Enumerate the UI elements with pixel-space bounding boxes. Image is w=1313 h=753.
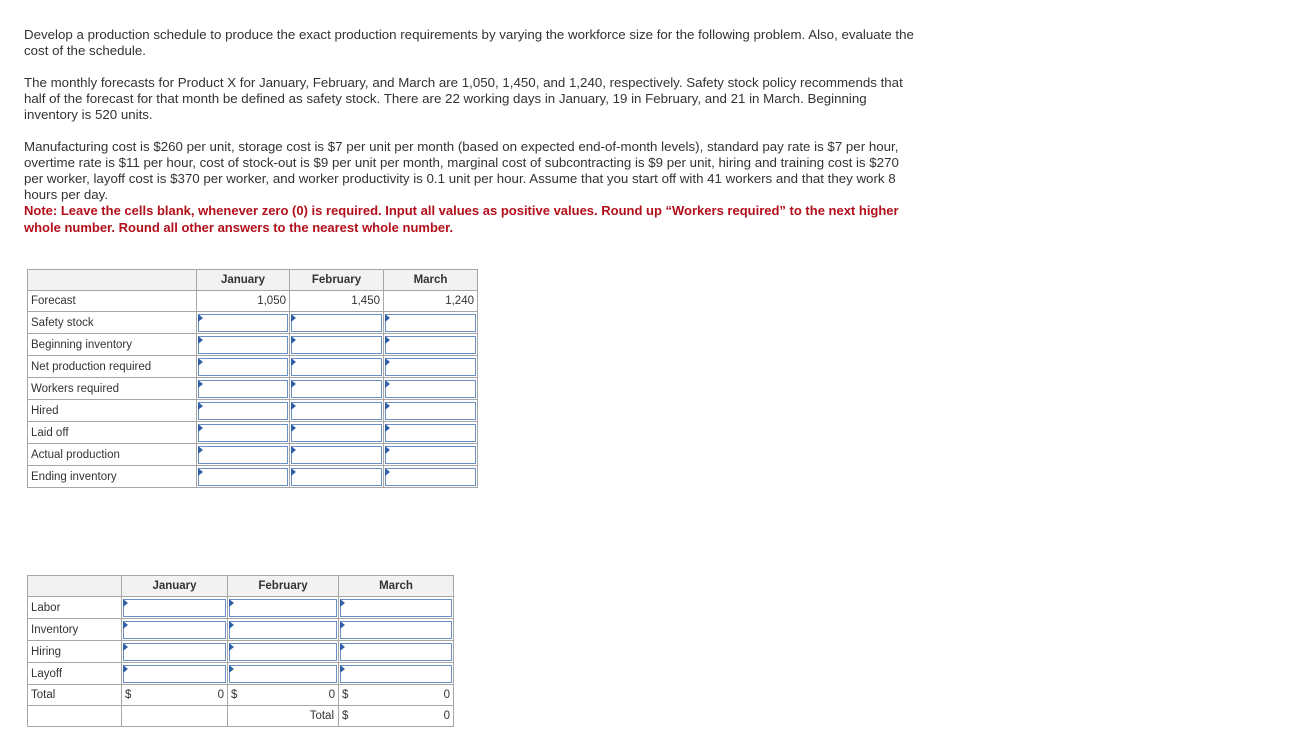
hired-march-cell	[384, 400, 478, 422]
total-march-cell	[339, 685, 454, 706]
cost-labor-january-cell	[122, 597, 228, 619]
ending-inventory-february-box	[291, 468, 382, 486]
currency-symbol: $	[342, 710, 349, 722]
laid-off-january-box	[198, 424, 288, 442]
cost-label-hiring: Hiring	[28, 641, 122, 663]
cost-inventory-march-box	[340, 621, 452, 639]
schedule-header-row	[28, 270, 478, 291]
laid-off-march-cell	[384, 422, 478, 444]
table-row	[28, 334, 478, 356]
net-production-required-january-cell	[197, 356, 290, 378]
table-row	[28, 466, 478, 488]
cost-hiring-march-input[interactable]	[341, 644, 451, 660]
beginning-inventory-january-cell	[197, 334, 290, 356]
cost-inventory-february-cell	[228, 619, 339, 641]
total-january-value: 0	[217, 689, 224, 701]
ending-inventory-february-cell	[290, 466, 384, 488]
total-february-cell	[228, 685, 339, 706]
schedule-col-march: March	[384, 270, 478, 291]
hired-january-box	[198, 402, 288, 420]
net-production-required-february-box	[291, 358, 382, 376]
beginning-inventory-january-box	[198, 336, 288, 354]
schedule-col-february: February	[290, 270, 384, 291]
instruction-note: Note: Leave the cells blank, whenever zero (0) is required. Input all values as positive values. Round up “Workers required” to the next higher whole number. Round all other answers to the nearest whole number.	[24, 203, 899, 235]
table-row	[28, 619, 454, 641]
ending-inventory-march-input[interactable]	[386, 469, 475, 485]
cost-layoff-january-box	[123, 665, 226, 683]
cost-labor-march-cell	[339, 597, 454, 619]
total-february-value: 0	[328, 689, 335, 701]
beginning-inventory-february-input[interactable]	[292, 337, 381, 353]
safety-stock-january-box	[198, 314, 288, 332]
workers-required-january-input[interactable]	[199, 381, 287, 397]
cost-layoff-january-cell	[122, 663, 228, 685]
hired-january-cell	[197, 400, 290, 422]
problem-text	[24, 27, 914, 236]
table-row	[28, 663, 454, 685]
cost-hiring-january-input[interactable]	[124, 644, 225, 660]
safety-stock-march-cell	[384, 312, 478, 334]
net-production-required-march-cell	[384, 356, 478, 378]
cost-labor-february-cell	[228, 597, 339, 619]
cost-layoff-january-input[interactable]	[124, 666, 225, 682]
ending-inventory-march-box	[385, 468, 476, 486]
cost-inventory-march-cell	[339, 619, 454, 641]
workers-required-january-box	[198, 380, 288, 398]
net-production-required-january-box	[198, 358, 288, 376]
row-label-beginning-inventory: Beginning inventory	[28, 334, 197, 356]
currency-symbol: $	[231, 689, 238, 701]
cost-layoff-march-box	[340, 665, 452, 683]
cost-hiring-february-box	[229, 643, 337, 661]
ending-inventory-january-input[interactable]	[199, 469, 287, 485]
cost-inventory-january-cell	[122, 619, 228, 641]
laid-off-february-box	[291, 424, 382, 442]
schedule-col-january: January	[197, 270, 290, 291]
actual-production-february-box	[291, 446, 382, 464]
hired-february-input[interactable]	[292, 403, 381, 419]
forecast-march: 1,240	[384, 291, 478, 312]
cost-labor-january-box	[123, 599, 226, 617]
cost-inventory-january-box	[123, 621, 226, 639]
safety-stock-february-cell	[290, 312, 384, 334]
problem-paragraph-3: Manufacturing cost is $260 per unit, storage cost is $7 per unit per month (based on expected end-of-month levels), standard pay rate is $7 per hour, overtime rate is $11 per hour, cost of stock-out is $9 per unit per month, marginal cost of subcontracting is $9 per unit, hiring and training cost is $270 per worker, layoff cost is $370 per worker, and worker productivity is 0.1 unit per hour. Assume that you start off with 41 workers and that they work 8 hours per day.	[24, 139, 899, 202]
laid-off-march-input[interactable]	[386, 425, 475, 441]
problem-paragraph-2: The monthly forecasts for Product X for January, February, and March are 1,050, 1,450, and 1,240, respectively. Safety stock policy recommends that half of the forecast for that month be defined as safety stock. There are 22 working days in January, 19 in February, and 21 in March. Beginning inventory is 520 units.	[24, 75, 903, 122]
grand-total-value: 0	[443, 710, 450, 722]
schedule-corner-cell	[28, 270, 197, 291]
laid-off-february-input[interactable]	[292, 425, 381, 441]
grand-total-label: Total	[309, 710, 334, 722]
hired-february-box	[291, 402, 382, 420]
cost-corner-cell	[28, 576, 122, 597]
table-row	[28, 291, 478, 312]
row-label-ending-inventory: Ending inventory	[28, 466, 197, 488]
cost-label-layoff: Layoff	[28, 663, 122, 685]
beginning-inventory-january-input[interactable]	[199, 337, 287, 353]
table-row	[28, 597, 454, 619]
cost-labor-february-box	[229, 599, 337, 617]
total-january-cell	[122, 685, 228, 706]
forecast-january: 1,050	[197, 291, 290, 312]
forecast-february: 1,450	[290, 291, 384, 312]
cost-col-january: January	[122, 576, 228, 597]
empty-cell	[28, 706, 122, 727]
grand-total-label-cell	[228, 706, 339, 727]
table-row	[28, 400, 478, 422]
hired-february-cell	[290, 400, 384, 422]
laid-off-january-input[interactable]	[199, 425, 287, 441]
grand-total-cell	[339, 706, 454, 727]
workers-required-march-box	[385, 380, 476, 398]
row-label-net-production-required: Net production required	[28, 356, 197, 378]
safety-stock-january-input[interactable]	[199, 315, 287, 331]
cost-layoff-february-box	[229, 665, 337, 683]
table-row	[28, 356, 478, 378]
cost-layoff-march-cell	[339, 663, 454, 685]
cost-col-march: March	[339, 576, 454, 597]
workers-required-february-cell	[290, 378, 384, 400]
cost-layoff-march-input[interactable]	[341, 666, 451, 682]
cost-labor-january-input[interactable]	[124, 600, 225, 616]
table-row	[28, 378, 478, 400]
cost-inventory-march-input[interactable]	[341, 622, 451, 638]
cost-labor-february-input[interactable]	[230, 600, 336, 616]
table-row	[28, 422, 478, 444]
net-production-required-march-input[interactable]	[386, 359, 475, 375]
safety-stock-january-cell	[197, 312, 290, 334]
cost-hiring-march-box	[340, 643, 452, 661]
net-production-required-february-input[interactable]	[292, 359, 381, 375]
cost-labor-march-input[interactable]	[341, 600, 451, 616]
empty-cell	[122, 706, 228, 727]
cost-header-row	[28, 576, 454, 597]
ending-inventory-january-cell	[197, 466, 290, 488]
row-label-actual-production: Actual production	[28, 444, 197, 466]
beginning-inventory-march-box	[385, 336, 476, 354]
cost-layoff-february-input[interactable]	[230, 666, 336, 682]
laid-off-january-cell	[197, 422, 290, 444]
hired-march-box	[385, 402, 476, 420]
workers-required-march-input[interactable]	[386, 381, 475, 397]
actual-production-february-cell	[290, 444, 384, 466]
cost-label-inventory: Inventory	[28, 619, 122, 641]
table-row	[28, 641, 454, 663]
row-label-hired: Hired	[28, 400, 197, 422]
row-label-workers-required: Workers required	[28, 378, 197, 400]
cost-layoff-february-cell	[228, 663, 339, 685]
cost-hiring-february-cell	[228, 641, 339, 663]
ending-inventory-march-cell	[384, 466, 478, 488]
actual-production-march-cell	[384, 444, 478, 466]
cost-inventory-january-input[interactable]	[124, 622, 225, 638]
row-label-laid-off: Laid off	[28, 422, 197, 444]
net-production-required-january-input[interactable]	[199, 359, 287, 375]
cost-label-total: Total	[28, 685, 122, 706]
workers-required-march-cell	[384, 378, 478, 400]
net-production-required-february-cell	[290, 356, 384, 378]
beginning-inventory-march-input[interactable]	[386, 337, 475, 353]
laid-off-february-cell	[290, 422, 384, 444]
workers-required-january-cell	[197, 378, 290, 400]
hired-january-input[interactable]	[199, 403, 287, 419]
net-production-required-march-box	[385, 358, 476, 376]
grand-total-row	[28, 706, 454, 727]
cost-label-labor: Labor	[28, 597, 122, 619]
laid-off-march-box	[385, 424, 476, 442]
total-march-value: 0	[443, 689, 450, 701]
cost-hiring-january-box	[123, 643, 226, 661]
ending-inventory-january-box	[198, 468, 288, 486]
workers-required-february-input[interactable]	[292, 381, 381, 397]
safety-stock-february-input[interactable]	[292, 315, 381, 331]
cost-col-february: February	[228, 576, 339, 597]
beginning-inventory-february-cell	[290, 334, 384, 356]
actual-production-march-box	[385, 446, 476, 464]
hired-march-input[interactable]	[386, 403, 475, 419]
cost-inventory-february-input[interactable]	[230, 622, 336, 638]
safety-stock-march-box	[385, 314, 476, 332]
row-label-safety-stock: Safety stock	[28, 312, 197, 334]
safety-stock-february-box	[291, 314, 382, 332]
cost-hiring-january-cell	[122, 641, 228, 663]
table-row	[28, 312, 478, 334]
actual-production-january-box	[198, 446, 288, 464]
cost-hiring-february-input[interactable]	[230, 644, 336, 660]
actual-production-january-cell	[197, 444, 290, 466]
currency-symbol: $	[125, 689, 132, 701]
cost-labor-march-box	[340, 599, 452, 617]
cost-inventory-february-box	[229, 621, 337, 639]
row-label-forecast: Forecast	[28, 291, 197, 312]
safety-stock-march-input[interactable]	[386, 315, 475, 331]
problem-paragraph-1: Develop a production schedule to produce the exact production requirements by varying the workforce size for the following problem. Also, evaluate the cost of the schedule.	[24, 27, 914, 58]
beginning-inventory-february-box	[291, 336, 382, 354]
ending-inventory-february-input[interactable]	[292, 469, 381, 485]
actual-production-february-input[interactable]	[292, 447, 381, 463]
cost-table	[27, 575, 454, 727]
cost-hiring-march-cell	[339, 641, 454, 663]
actual-production-march-input[interactable]	[386, 447, 475, 463]
workers-required-february-box	[291, 380, 382, 398]
currency-symbol: $	[342, 689, 349, 701]
cost-total-row	[28, 685, 454, 706]
actual-production-january-input[interactable]	[199, 447, 287, 463]
table-row	[28, 444, 478, 466]
production-schedule-table	[27, 269, 478, 488]
beginning-inventory-march-cell	[384, 334, 478, 356]
